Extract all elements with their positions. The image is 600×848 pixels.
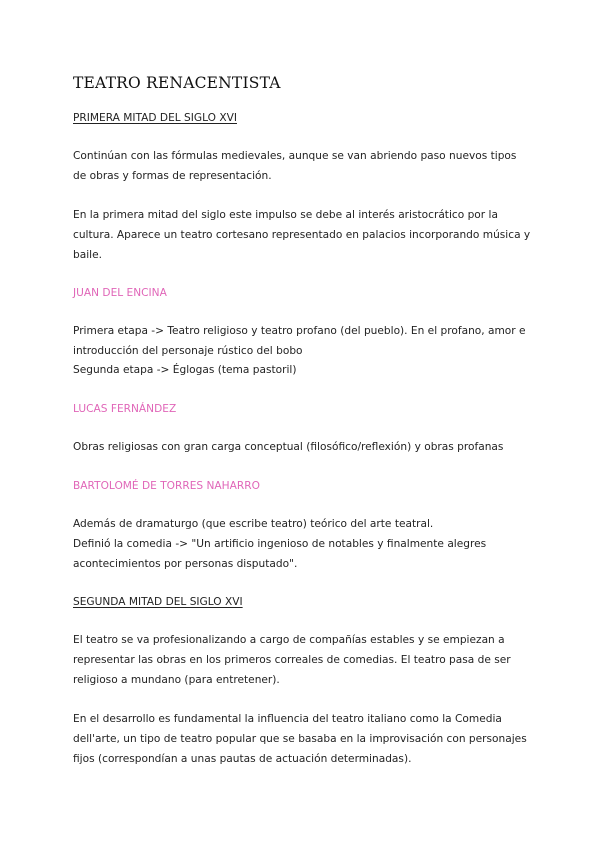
paragraph-line: El teatro se va profesionalizando a cargo de compañías estables y se empiezan a — [73, 634, 505, 646]
paragraph-line: Segunda etapa -> Églogas (tema pastoril) — [73, 364, 297, 376]
paragraph-line: de obras y formas de representación. — [73, 170, 272, 182]
paragraph-line: introducción del personaje rústico del bobo — [73, 345, 303, 357]
section-heading-second-half: SEGUNDA MITAD DEL SIGLO XVI — [73, 596, 243, 608]
paragraph-line: Además de dramaturgo (que escribe teatro) teórico del arte teatral. — [73, 518, 434, 530]
paragraph-line: representar las obras en los primeros correales de comedias. El teatro pasa de ser — [73, 654, 511, 666]
author-heading-lucas-fernandez: LUCAS FERNÁNDEZ — [73, 403, 177, 415]
paragraph-line: acontecimientos por personas disputado". — [73, 558, 298, 570]
paragraph-line: Continúan con las fórmulas medievales, aunque se van abriendo paso nuevos tipos — [73, 150, 517, 162]
paragraph-line: Definió la comedia -> "Un artificio ingenioso de notables y finalmente alegres — [73, 538, 487, 550]
author-heading-torres-naharro: BARTOLOMÉ DE TORRES NAHARRO — [73, 480, 260, 492]
paragraph-line: Primera etapa -> Teatro religioso y teatro profano (del pueblo). En el profano, amor e — [73, 325, 526, 337]
paragraph-line: Obras religiosas con gran carga conceptual (filosófico/reflexión) y obras profanas — [73, 441, 504, 453]
paragraph-line: baile. — [73, 249, 102, 261]
paragraph-line: religioso a mundano (para entretener). — [73, 674, 280, 686]
section-heading-first-half: PRIMERA MITAD DEL SIGLO XVI — [73, 112, 237, 124]
paragraph-line: En el desarrollo es fundamental la influencia del teatro italiano como la Comedia — [73, 713, 502, 725]
paragraph-line: dell'arte, un tipo de teatro popular que se basaba en la improvisación con personajes — [73, 733, 527, 745]
paragraph-line: cultura. Aparece un teatro cortesano representado en palacios incorporando música y — [73, 229, 531, 241]
document-title: TEATRO RENACENTISTA — [73, 74, 281, 92]
paragraph-line: En la primera mitad del siglo este impulso se debe al interés aristocrático por la — [73, 209, 498, 221]
paragraph-line: fijos (correspondían a unas pautas de actuación determinadas). — [73, 753, 412, 765]
author-heading-juan-del-encina: JUAN DEL ENCINA — [73, 287, 167, 299]
